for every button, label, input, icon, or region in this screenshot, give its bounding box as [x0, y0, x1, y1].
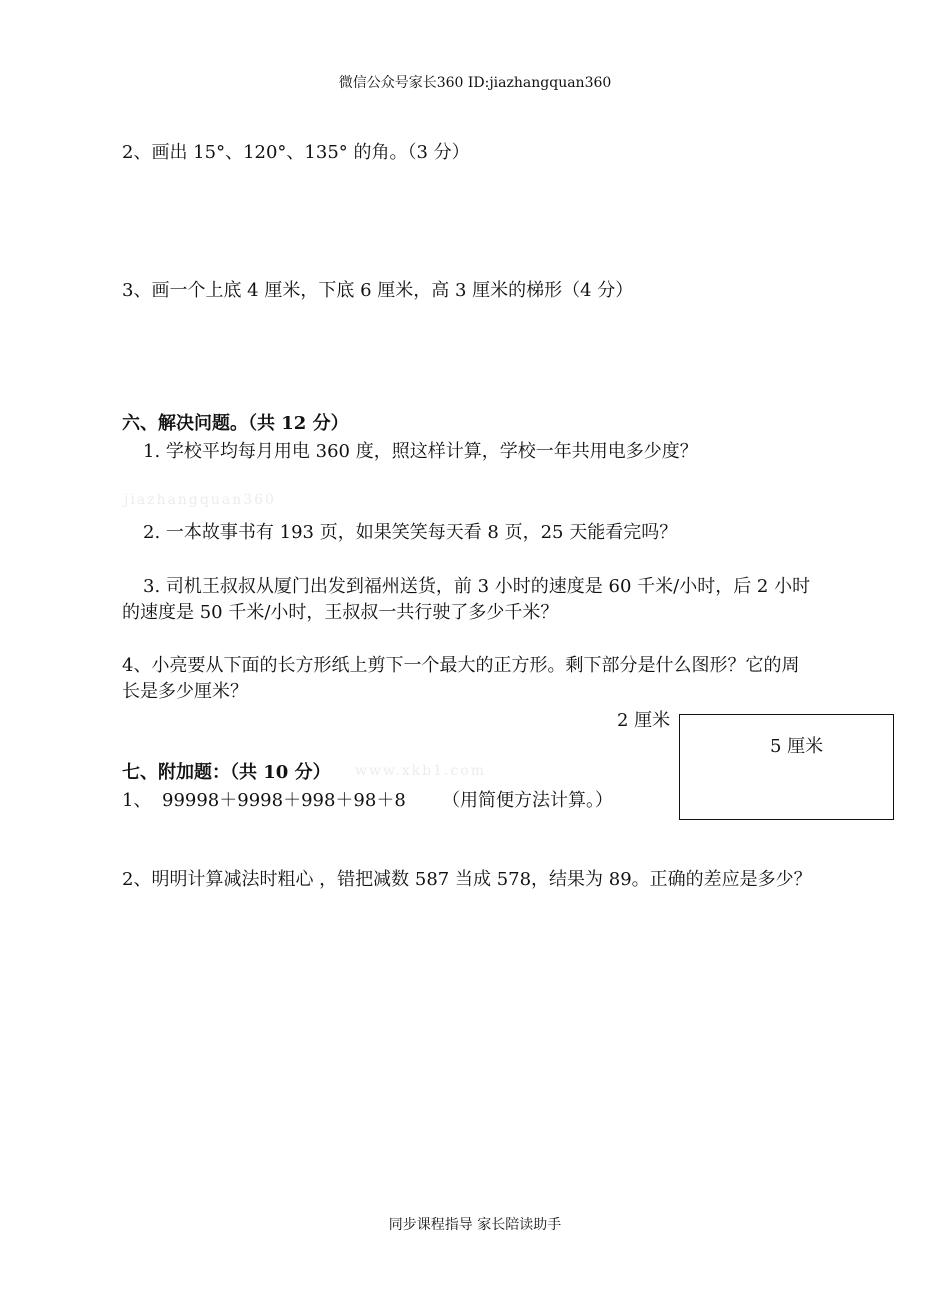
bonus-1-expression: 99998＋9998＋998＋98＋8	[162, 790, 406, 811]
watermark-2: www.xkb1.com	[355, 763, 486, 779]
question-draw-angles: 2、画出 15°、120°、135° 的角。（3 分）	[122, 142, 470, 163]
bonus-2-subtraction: 2、明明计算减法时粗心 ，错把减数 587 当成 578，结果为 89。正确的差应是多少？	[122, 869, 812, 890]
problem-1-electricity: 1. 学校平均每月用电 360 度，照这样计算，学校一年共用电多少度？	[143, 441, 698, 462]
problem-3-line-2: 的速度是 50 千米/小时，王叔叔一共行驶了多少千米？	[122, 602, 559, 623]
problem-4-line-2: 长是多少厘米？	[122, 681, 248, 702]
bonus-1-note: （用简便方法计算。）	[442, 790, 613, 811]
rect-height-label: 2 厘米	[617, 710, 671, 731]
page-footer: 同步课程指导 家长陪读助手	[388, 1217, 562, 1233]
section-6-title: 六、解决问题。（共 12 分）	[122, 413, 349, 434]
problem-2-storybook: 2. 一本故事书有 193 页，如果笑笑每天看 8 页，25 天能看完吗？	[143, 522, 678, 543]
question-draw-trapezoid: 3、画一个上底 4 厘米，下底 6 厘米，高 3 厘米的梯形（4 分）	[122, 280, 634, 301]
rect-width-label: 5 厘米	[770, 736, 824, 757]
problem-3-line-1: 3. 司机王叔叔从厦门出发到福州送货，前 3 小时的速度是 60 千米/小时，后 2 小时	[143, 576, 811, 597]
section-7-title: 七、附加题：（共 10 分）	[122, 762, 331, 783]
page-header: 微信公众号家长360 ID:jiazhangquan360	[338, 75, 612, 91]
bonus-1-number: 1、	[122, 790, 152, 811]
rectangle-paper-figure	[679, 714, 894, 820]
watermark-1: jiazhangquan360	[124, 492, 276, 508]
problem-4-line-1: 4、小亮要从下面的长方形纸上剪下一个最大的正方形。剩下部分是什么图形？它的周	[122, 655, 800, 676]
